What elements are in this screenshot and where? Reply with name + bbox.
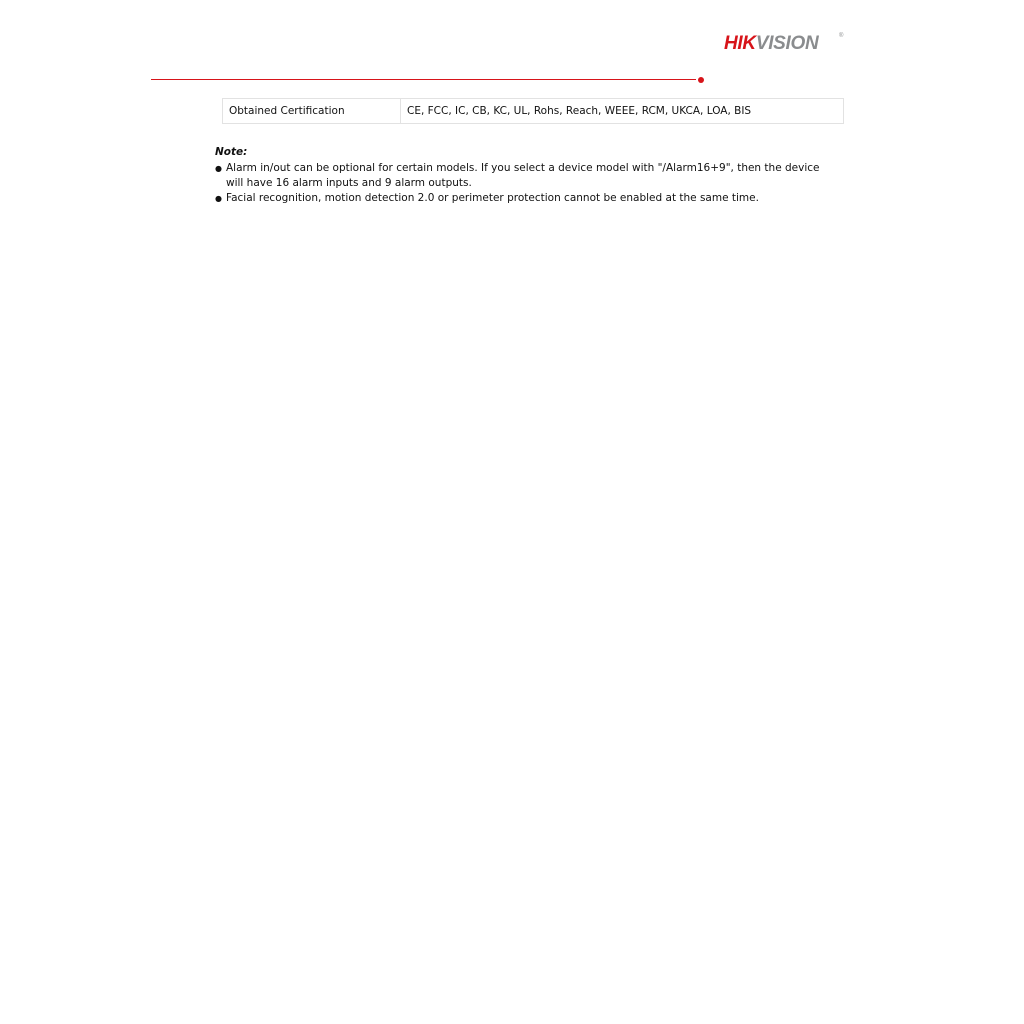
table-row bbox=[223, 99, 844, 124]
header-divider-line bbox=[151, 79, 696, 80]
spec-table bbox=[222, 98, 844, 124]
spec-value-cell: CE, FCC, IC, CB, KC, UL, Rohs, Reach, WEEE, RCM, UKCA, LOA, BIS bbox=[401, 99, 844, 124]
bullet-icon: ● bbox=[215, 194, 222, 203]
note-list bbox=[215, 161, 825, 206]
hikvision-logo bbox=[724, 32, 844, 56]
note-section bbox=[215, 145, 825, 206]
registered-mark: ® bbox=[839, 33, 844, 39]
list-item bbox=[215, 161, 825, 191]
note-item-text: Alarm in/out can be optional for certain models. If you select a device model with "/Alarm16+9", then the device will have 16 alarm inputs and 9 alarm outputs. bbox=[226, 162, 820, 189]
list-item bbox=[215, 191, 825, 206]
logo-wordmark: HIKVISION bbox=[724, 33, 819, 54]
note-item-text: Facial recognition, motion detection 2.0 or perimeter protection cannot be enabled at the same time. bbox=[226, 192, 759, 204]
note-title: Note: bbox=[215, 146, 248, 158]
header-divider-dot bbox=[698, 77, 704, 83]
spec-label-cell: Obtained Certification bbox=[223, 99, 401, 124]
bullet-icon: ● bbox=[215, 164, 222, 173]
